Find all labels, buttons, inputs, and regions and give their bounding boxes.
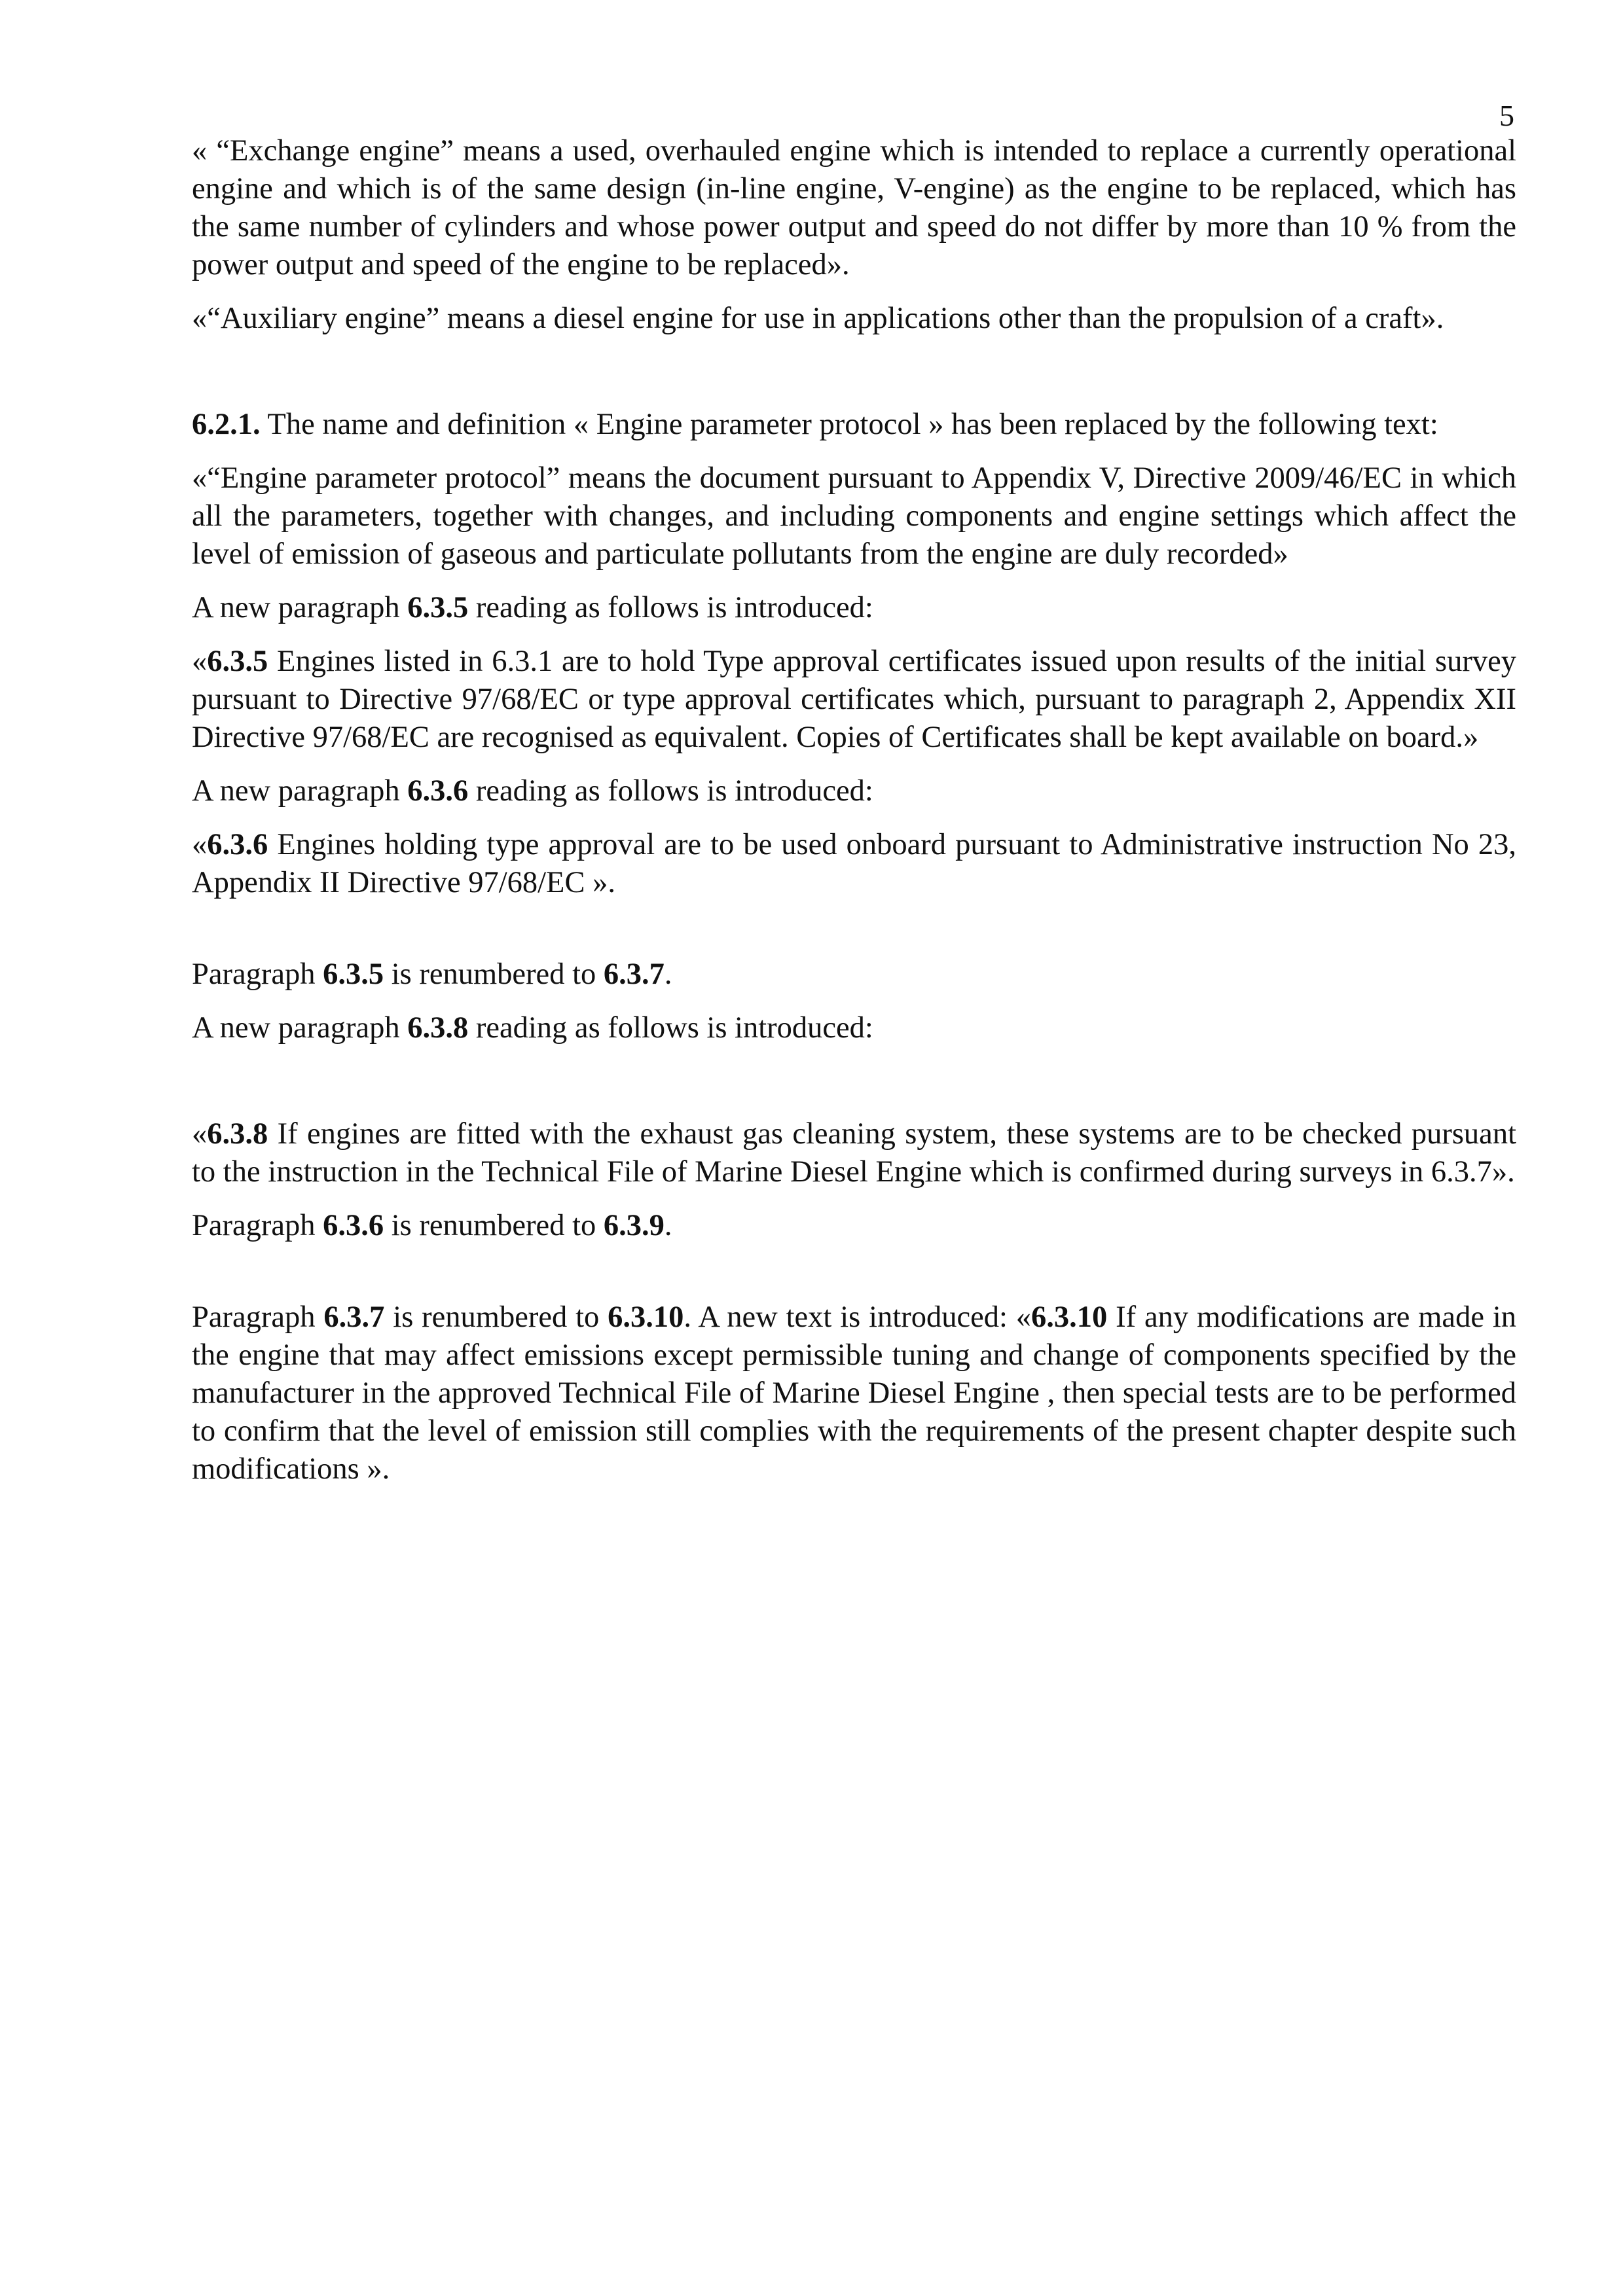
section-number: 6.3.10 [608, 1300, 684, 1334]
paragraph-text: « [192, 645, 208, 678]
paragraph-p6 [192, 643, 1516, 757]
paragraph-p3 [192, 406, 1516, 444]
paragraph-text: A new paragraph [192, 774, 408, 808]
section-number: 6.3.7 [323, 1300, 385, 1334]
paragraph-text: Engines listed in 6.3.1 are to hold Type approval certificates issued upon results of the initial survey pursuant to Directive 97/68/EC or type approval certificates which, pursuant to paragraph 2, Appendix XII Directive 97/68/EC are recognised as equivalent. Copies of Certificates shall be kept available on board.» [192, 645, 1516, 754]
paragraph-p11 [192, 1115, 1516, 1191]
section-number: 6.3.6 [323, 1209, 384, 1242]
paragraph-text: «“Auxiliary engine” means a diesel engine for use in applications other than the propulsion of a craft». [192, 302, 1444, 335]
paragraph-text: «“Engine parameter protocol” means the document pursuant to Appendix V, Directive 2009/46/EC in which all the parameters, together with changes, and including components and engine settings which affect the level of emission of gaseous and particulate pollutants from the engine are duly recorded» [192, 461, 1516, 571]
paragraph-text: is renumbered to [384, 1209, 604, 1242]
section-number: 6.3.8 [407, 1011, 469, 1045]
section-number: 6.3.9 [603, 1209, 665, 1242]
paragraph-text: Paragraph [192, 1209, 323, 1242]
section-number: 6.3.5 [323, 958, 384, 991]
paragraph-text: Engines holding type approval are to be used onboard pursuant to Administrative instruction No 23, Appendix II Directive 97/68/EC ». [192, 828, 1516, 899]
paragraph-p12 [192, 1207, 1516, 1245]
paragraph-text: A new paragraph [192, 591, 408, 624]
paragraph-p5 [192, 589, 1516, 627]
paragraph-text: is renumbered to [384, 958, 604, 991]
paragraph-p7 [192, 772, 1516, 810]
paragraph-text: « “Exchange engine” means a used, overhauled engine which is intended to replace a currently operational engine and which is of the same design (in-line engine, V-engine) as the engine to be replaced, which has the same number of cylinders and whose power output and speed do not differ by more than 10 % from the power output and speed of the engine to be replaced». [192, 134, 1516, 281]
paragraph-p2 [192, 300, 1516, 338]
paragraph-text: If any modifications are made in the engine that may affect emissions except permissible tuning and change of components specified by the manufacturer in the approved Technical File of Marine Diesel Engine , then special tests are to be performed to confirm that the level of emission still complies with the requirements of the present chapter despite such modifications ». [192, 1300, 1517, 1486]
section-number: 6.3.5 [207, 645, 268, 678]
section-number: 6.2.1. [192, 408, 261, 441]
paragraph-text: reading as follows is introduced: [468, 774, 873, 808]
paragraph-text: reading as follows is introduced: [468, 591, 873, 624]
paragraph-text: If engines are fitted with the exhaust gas cleaning system, these systems are to be checked pursuant to the instruction in the Technical File of Marine Diesel Engine which is confirmed during surveys in 6.3.7». [192, 1117, 1516, 1189]
paragraph-text: reading as follows is introduced: [468, 1011, 873, 1045]
paragraph-text: is renumbered to [384, 1300, 608, 1334]
paragraph-text: . [664, 958, 672, 991]
paragraph-p10 [192, 1009, 1516, 1047]
paragraph-text: Paragraph [192, 958, 323, 991]
section-number: 6.3.8 [207, 1117, 268, 1151]
section-number: 6.3.5 [407, 591, 469, 624]
paragraph-text: . A new text is introduced: « [684, 1300, 1032, 1334]
paragraph-text: « [192, 828, 208, 861]
page-number: 5 [1499, 99, 1514, 132]
paragraph-text: A new paragraph [192, 1011, 408, 1045]
paragraph-text: The name and definition « Engine parameter protocol » has been replaced by the following text: [260, 408, 1438, 441]
paragraph-text: Paragraph [192, 1300, 324, 1334]
paragraph-p1 [192, 132, 1516, 284]
section-number: 6.3.6 [407, 774, 469, 808]
paragraph-text: « [192, 1117, 208, 1151]
paragraph-p8 [192, 826, 1516, 902]
paragraph-text: . [664, 1209, 672, 1242]
document-body [192, 132, 1516, 1488]
section-number: 6.3.10 [1031, 1300, 1108, 1334]
section-number: 6.3.6 [207, 828, 268, 861]
paragraph-p4 [192, 459, 1516, 573]
paragraph-p9 [192, 956, 1516, 994]
section-number: 6.3.7 [603, 958, 665, 991]
paragraph-p13 [192, 1299, 1516, 1488]
